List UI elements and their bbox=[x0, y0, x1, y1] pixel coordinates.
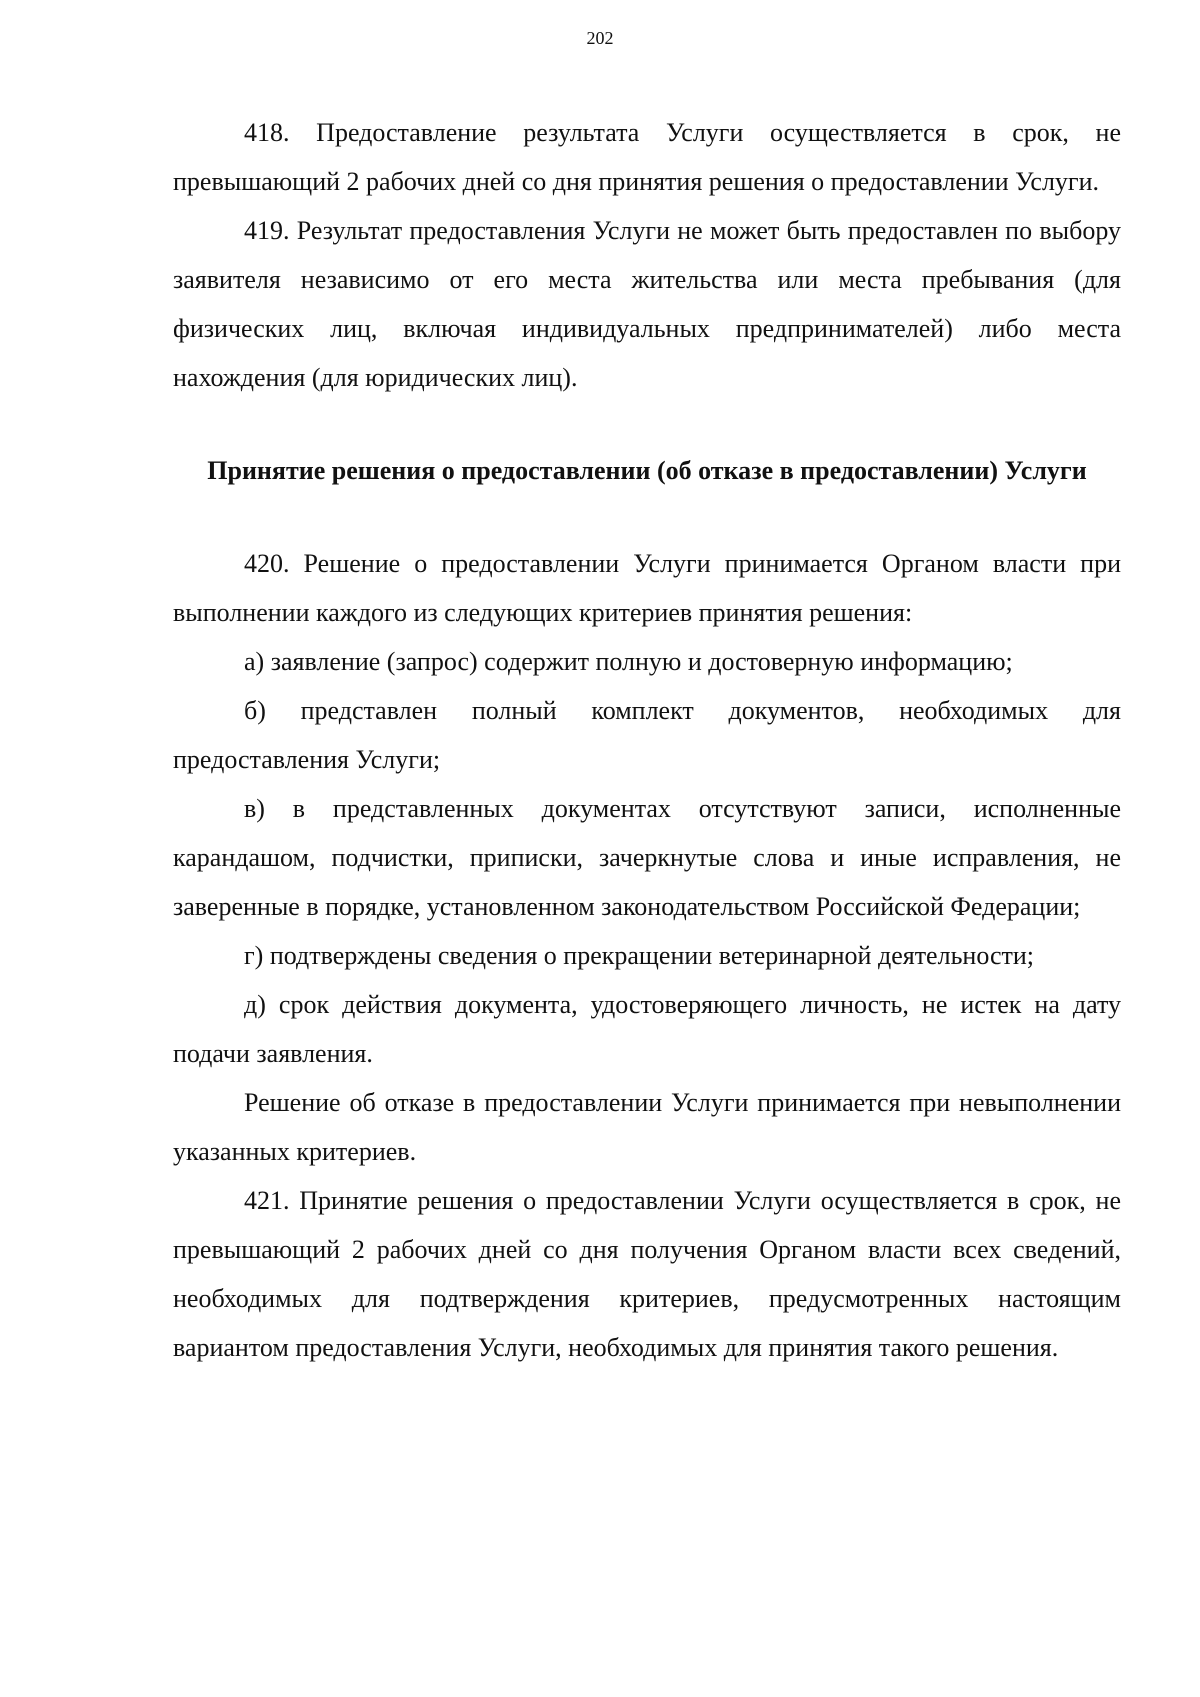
paragraph-419: 419. Результат предоставления Услуги не может быть предоставлен по выбору заявителя независимо от его места жительства или места пребывания (для физических лиц, включая индивидуальных предпринимателей) либо места нахождения (для юридических лиц). bbox=[173, 216, 1121, 392]
document-body bbox=[173, 108, 1121, 1372]
page-number: 202 bbox=[586, 28, 614, 48]
refusal-paragraph: Решение об отказе в предоставлении Услуги принимается при невыполнении указанных критериев. bbox=[173, 1088, 1121, 1166]
paragraph-420: 420. Решение о предоставлении Услуги принимается Органом власти при выполнении каждого из следующих критериев принятия решения: bbox=[173, 549, 1121, 627]
criterion-g: г) подтверждены сведения о прекращении ветеринарной деятельности; bbox=[244, 941, 1035, 970]
criterion-b: б) представлен полный комплект документов, необходимых для предоставления Услуги; bbox=[173, 696, 1121, 774]
criterion-d: д) срок действия документа, удостоверяющего личность, не истек на дату подачи заявления. bbox=[173, 990, 1121, 1068]
spacer bbox=[173, 402, 1121, 446]
criterion-v: в) в представленных документах отсутствуют записи, исполненные карандашом, подчистки, приписки, зачеркнутые слова и иные исправления, не заверенные в порядке, установленном законодательством Российской Федерации; bbox=[173, 794, 1121, 921]
spacer bbox=[173, 495, 1121, 539]
paragraph-421: 421. Принятие решения о предоставлении Услуги осуществляется в срок, не превышающий 2 рабочих дней со дня получения Органом власти всех сведений, необходимых для подтверждения критериев, предусмотренных настоящим вариантом предоставления Услуги, необходимых для принятия такого решения. bbox=[173, 1186, 1121, 1362]
paragraph-418: 418. Предоставление результата Услуги осуществляется в срок, не превышающий 2 рабочих дней со дня принятия решения о предоставлении Услуги. bbox=[173, 118, 1121, 196]
criterion-a: а) заявление (запрос) содержит полную и достоверную информацию; bbox=[244, 647, 1013, 676]
section-heading: Принятие решения о предоставлении (об отказе в предоставлении) Услуги bbox=[207, 456, 1087, 485]
